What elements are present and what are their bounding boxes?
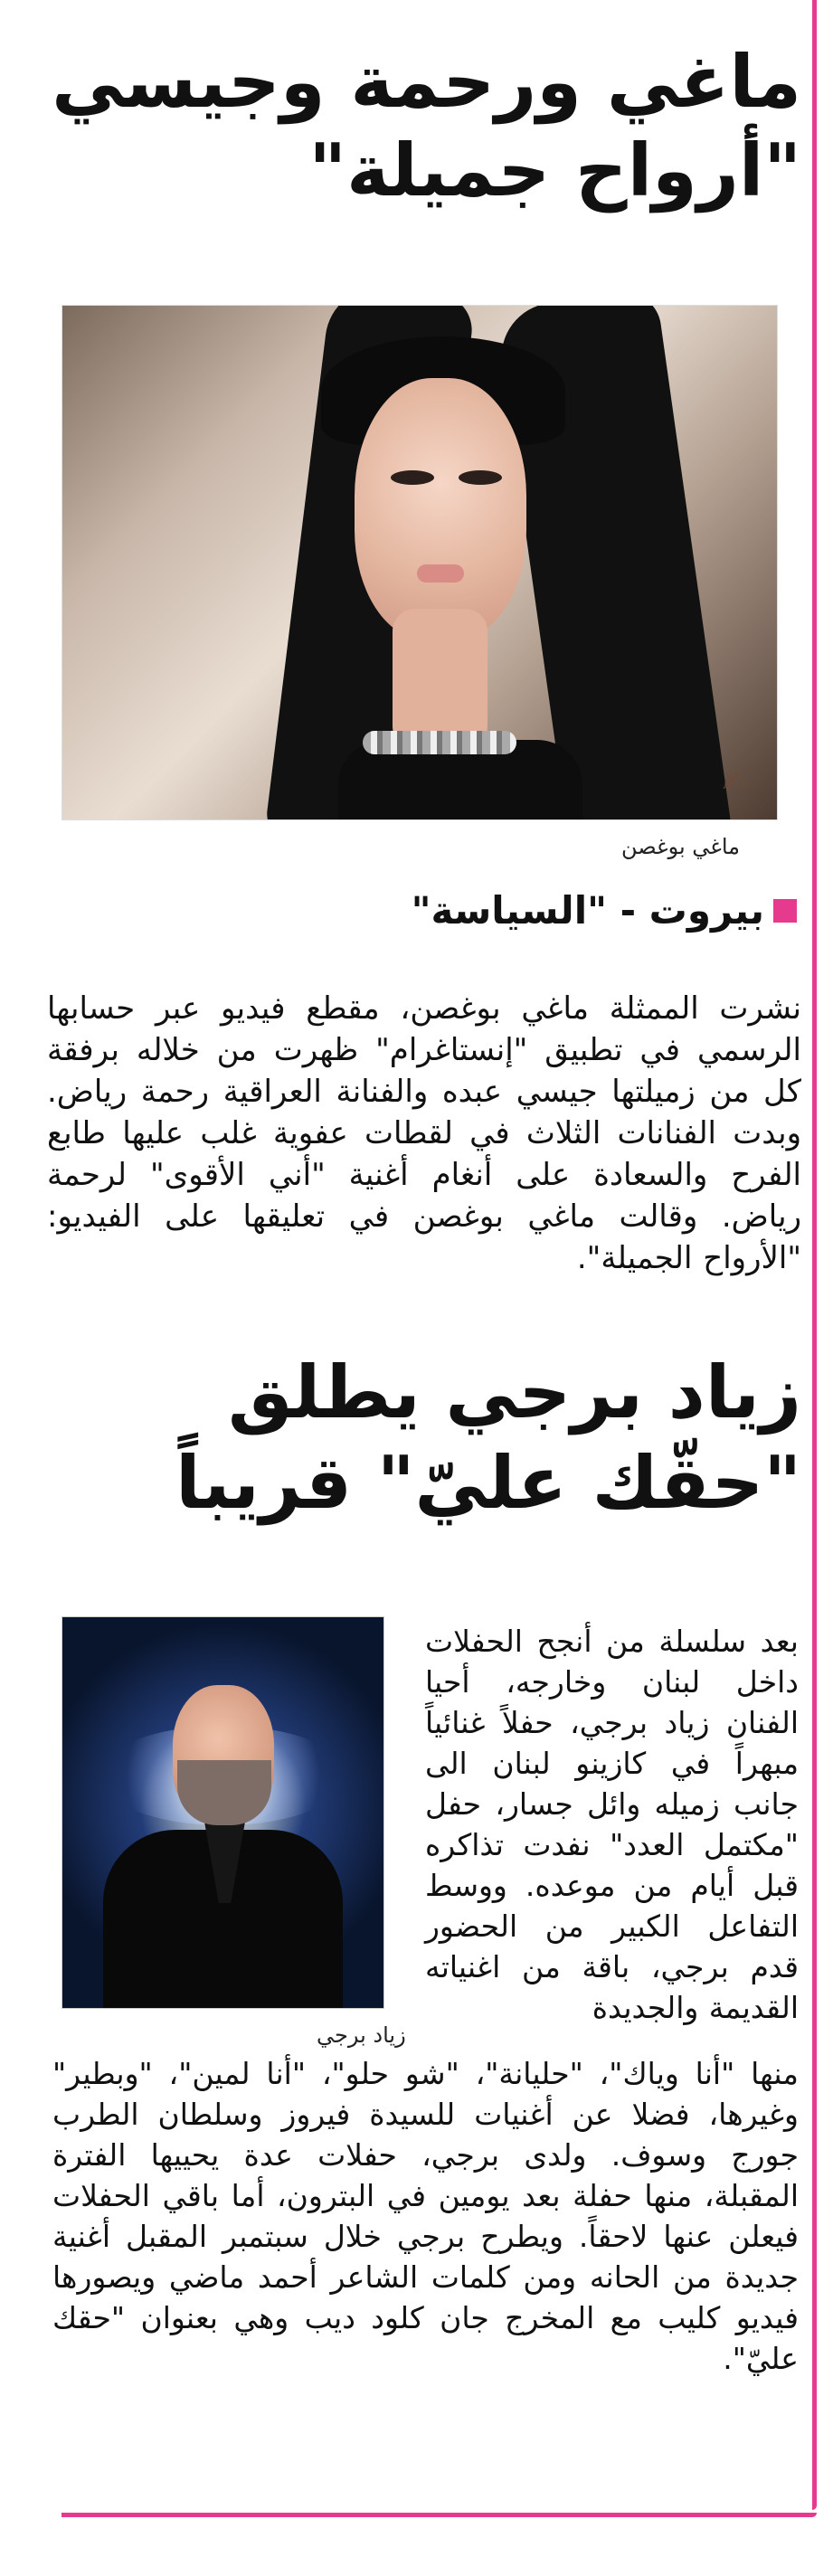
- article1-image-caption: ماغي بوغصن: [620, 834, 740, 859]
- article1-headline-line2: "أرواح جميلة": [308, 128, 801, 213]
- article2-headline: [41, 1348, 801, 1529]
- ziad-borji-photo: [62, 1616, 384, 2009]
- page-bottom-rule: [62, 2513, 817, 2517]
- article2-body-intro: بعد سلسلة من أنجح الحفلات داخل لبنان وخارجه، أحيا الفنان زياد برجي، حفلاً غنائياً مبهراً في كازينو لبنان الى جانب زميله وائل جسار، حفل "مكتمل العدد" نفدت تذاكره قبل أيام من موعده. ووسط التفاعل الكبير من الحضور قدم برجي، باقة من اغنياته القديمة والجديدة: [425, 1624, 799, 2025]
- article2-image-caption: زياد برجي: [317, 2022, 406, 2048]
- article1-headline-line1: ماغي ورحمة وجيسي: [52, 40, 801, 124]
- article1-dateline: [412, 888, 797, 933]
- page-accent-rule: [812, 0, 817, 2510]
- dateline-marker-icon: [773, 899, 797, 923]
- article1-headline: [41, 38, 801, 215]
- article2-headline-line2: "حقّك عليّ" قريباً: [175, 1441, 801, 1525]
- photo-signature-icon: ✍: [722, 763, 748, 800]
- article1-dateline-text: بيروت - "السياسة": [411, 888, 764, 933]
- maguy-bou-ghosn-photo: [62, 305, 778, 820]
- article1-body: نشرت الممثلة ماغي بوغصن، مقطع فيديو عبر حسابها الرسمي في تطبيق "إنستاغرام" ظهرت من خلاله برفقة كل من زميلتها جيسي عبده والفنانة العراقية رحمة رياض. وبدت الفنانات الثلاث في لقطات عفوية غلب عليها طابع الفرح والسعادة على أنغام أغنية "أني الأقوى" لرحمة رياض. وقالت ماغي بوغصن في تعليقها على الفيديو: "الأرواح الجميلة".: [47, 990, 801, 1276]
- article2-headline-line1: زياد برجي يطلق: [227, 1350, 801, 1435]
- article2-body-rest: منها "أنا وياك"، "حليانة"، "شو حلو"، "أنا لمين"، "وبطير" وغيرها، فضلا عن أغنيات للسيدة فيروز وسلطان الطرب جورج وسوف. ولدى برجي، حفلات عدة يحييها الفترة المقبلة، منها حفلة بعد يومين في البترون، أما باقي الحفلات فيعلن عنها لاحقاً. ويطرح برجي خلال سبتمبر المقبل أغنية جديدة من الحانه ومن كلمات الشاعر أحمد ماضي ويصورها فيديو كليب مع المخرج جان كلود ديب وهي بعنوان "حقك عليّ".: [52, 2056, 799, 2376]
